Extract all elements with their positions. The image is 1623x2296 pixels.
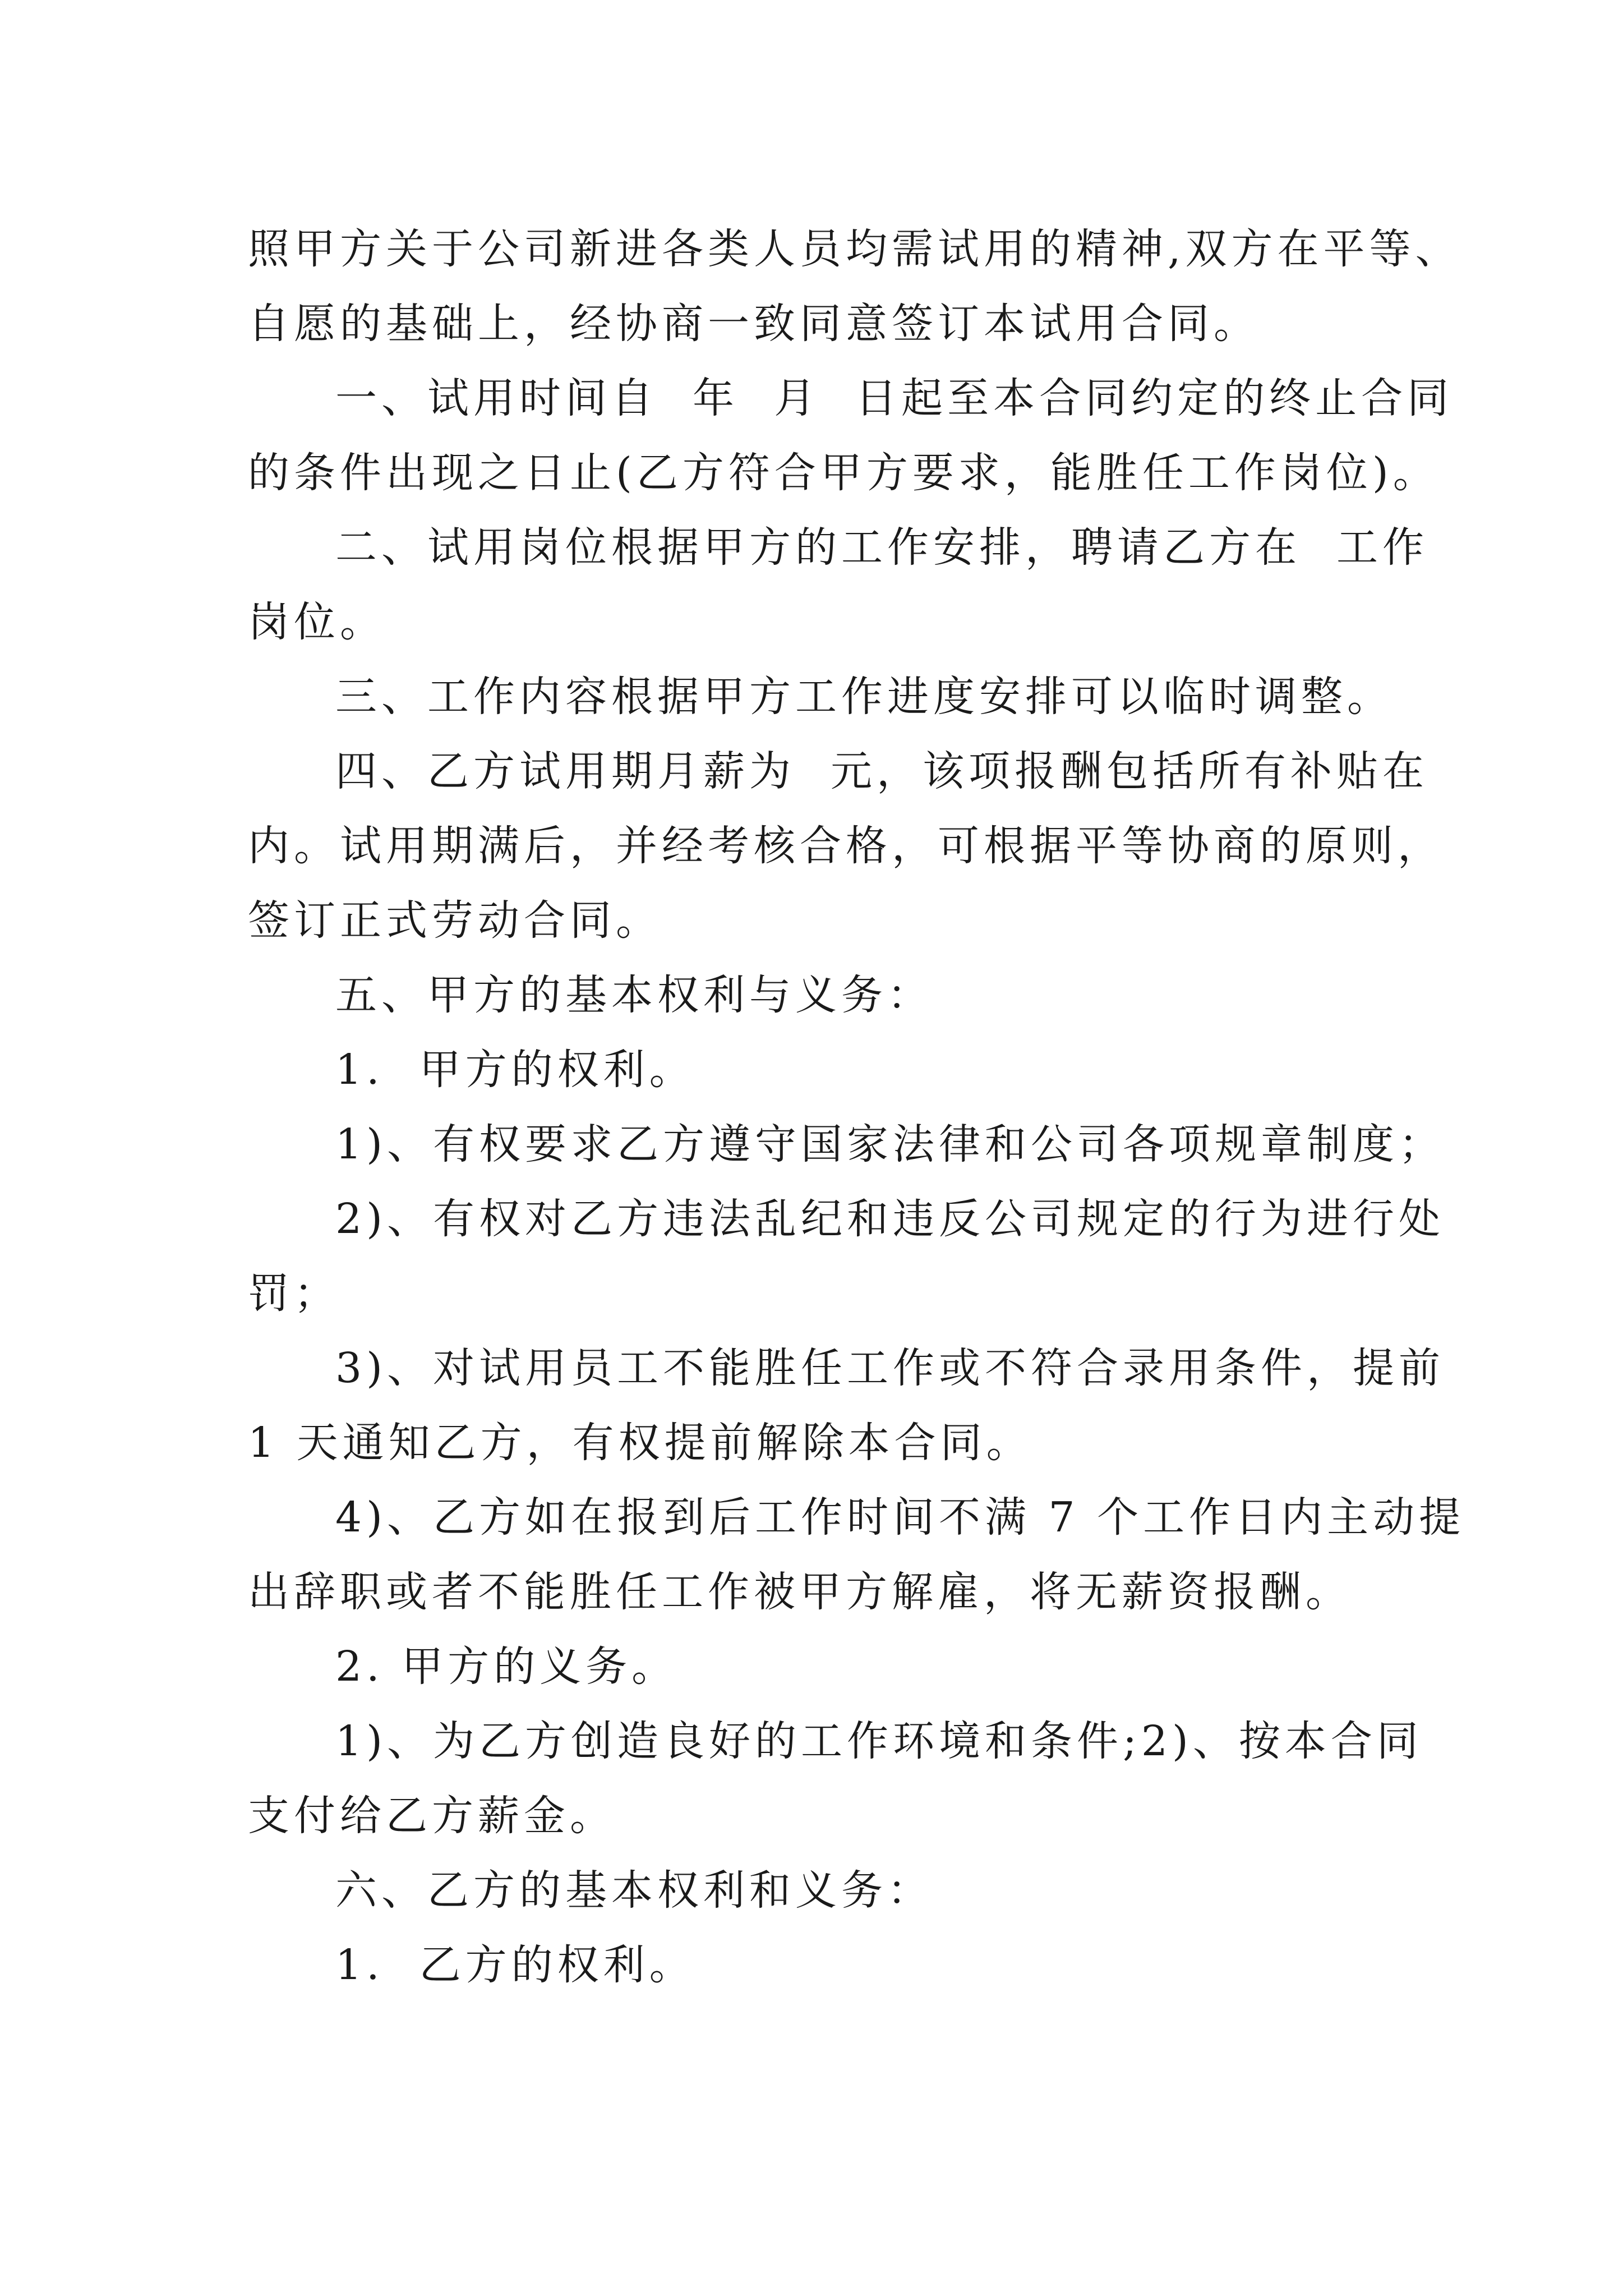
party-a-right-3: 3)、对试用员工不能胜任工作或不符合录用条件，提前 bbox=[335, 1344, 1445, 1392]
party-b-rights-heading: 1. 乙方的权利。 bbox=[335, 1941, 695, 1989]
text-line-4: 的条件出现之日止(乙方符合甲方要求，能胜任工作岗位)。 bbox=[248, 449, 1439, 497]
party-a-rights-heading: 1. 甲方的权利。 bbox=[335, 1046, 695, 1094]
text-line-1: 照甲方关于公司新进各类人员均需试用的精神,双方在平等、 bbox=[248, 225, 1461, 273]
party-a-right-2: 2)、有权对乙方违法乱纪和违反公司规定的行为进行处 bbox=[335, 1195, 1445, 1243]
text-line-10: 签订正式劳动合同。 bbox=[248, 896, 662, 945]
clause-5-heading: 五、甲方的基本权利与义务： bbox=[335, 971, 933, 1019]
clause-2-trial-position: 二、试用岗位根据甲方的工作安排，聘请乙方在 工作 bbox=[335, 523, 1429, 572]
text-line-19: 出辞职或者不能胜任工作被甲方解雇，将无薪资报酬。 bbox=[248, 1568, 1352, 1616]
party-a-right-4: 4)、乙方如在报到后工作时间不满 7 个工作日内主动提 bbox=[335, 1493, 1465, 1542]
contract-body bbox=[248, 212, 1465, 2003]
party-a-obligations-heading: 2. 甲方的义务。 bbox=[335, 1642, 678, 1691]
party-a-obligations: 1)、为乙方创造良好的工作环境和条件;2)、按本合同 bbox=[335, 1717, 1423, 1765]
text-line-17: 1 天通知乙方，有权提前解除本合同。 bbox=[248, 1419, 1032, 1467]
clause-4-salary: 四、乙方试用期月薪为 元，该项报酬包括所有补贴在 bbox=[335, 747, 1429, 795]
party-a-right-1: 1)、有权要求乙方遵守国家法律和公司各项规章制度； bbox=[335, 1120, 1445, 1168]
clause-6-heading: 六、乙方的基本权利和义务： bbox=[335, 1866, 933, 1915]
text-line-9: 内。试用期满后，并经考核合格，可根据平等协商的原则， bbox=[248, 822, 1444, 870]
text-line-2: 自愿的基础上，经协商一致同意签订本试用合同。 bbox=[248, 300, 1260, 348]
text-line-22: 支付给乙方薪金。 bbox=[248, 1792, 616, 1840]
clause-1-trial-period: 一、试用时间自 年 月 日起至本合同约定的终止合同 bbox=[335, 374, 1454, 422]
text-line-15: 罚； bbox=[248, 1269, 340, 1318]
text-line-6: 岗位。 bbox=[248, 598, 386, 646]
clause-3-work-content: 三、工作内容根据甲方工作进度安排可以临时调整。 bbox=[335, 673, 1393, 721]
